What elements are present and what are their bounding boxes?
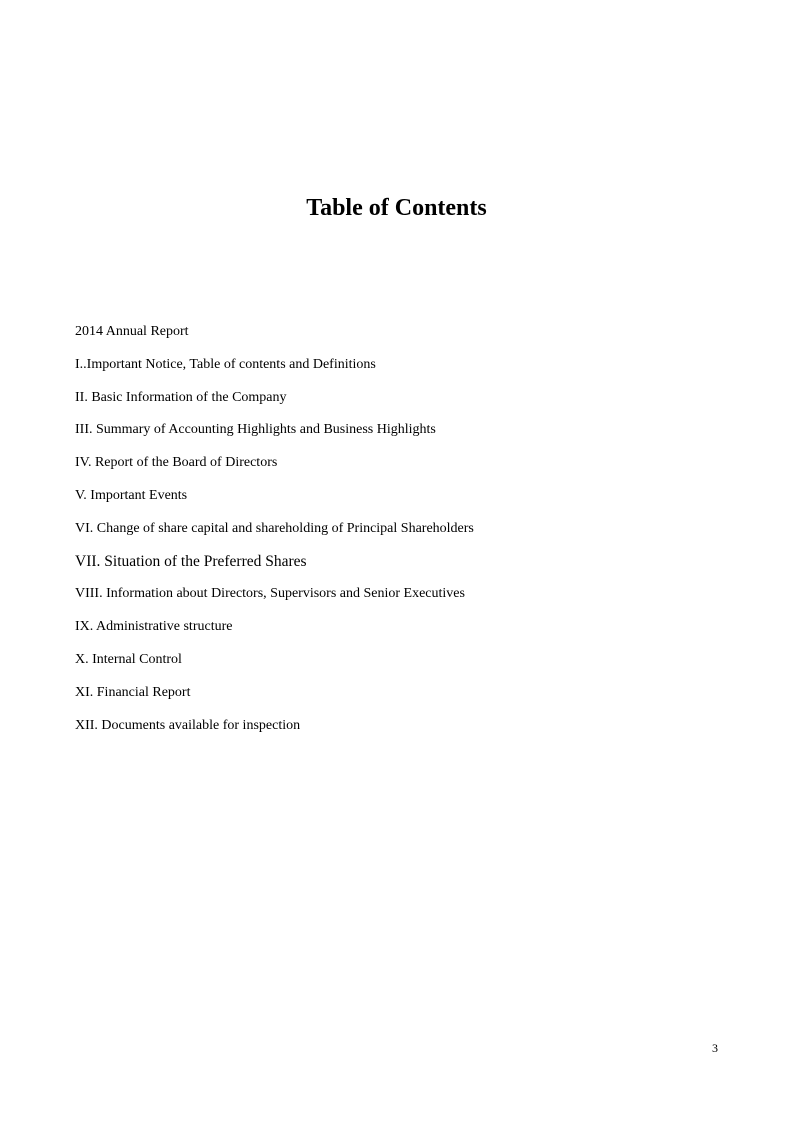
- toc-item-board-report: IV. Report of the Board of Directors: [75, 455, 278, 471]
- page-number: 3: [712, 1041, 718, 1055]
- table-of-contents: [75, 322, 715, 748]
- toc-item-important-notice: I..Important Notice, Table of contents and Definitions: [75, 356, 376, 372]
- toc-item-accounting-highlights: III. Summary of Accounting Highlights and Business Highlights: [75, 422, 436, 438]
- toc-item-directors-information: VIII. Information about Directors, Supervisors and Senior Executives: [75, 586, 465, 602]
- toc-item-financial-report: XI. Financial Report: [75, 684, 191, 700]
- toc-item-annual-report: 2014 Annual Report: [75, 324, 189, 339]
- toc-item-documents-inspection: XII. Documents available for inspection: [75, 717, 301, 733]
- toc-item-preferred-shares: VII. Situation of the Preferred Shares: [75, 552, 307, 570]
- toc-item-important-events: V. Important Events: [75, 487, 188, 503]
- toc-item-internal-control: X. Internal Control: [75, 651, 182, 667]
- toc-item-basic-information: II. Basic Information of the Company: [75, 389, 287, 405]
- toc-item-share-capital: VI. Change of share capital and shareholding of Principal Shareholders: [75, 520, 474, 536]
- toc-item-administrative-structure: IX. Administrative structure: [75, 619, 233, 635]
- page-title: Table of Contents: [306, 195, 487, 221]
